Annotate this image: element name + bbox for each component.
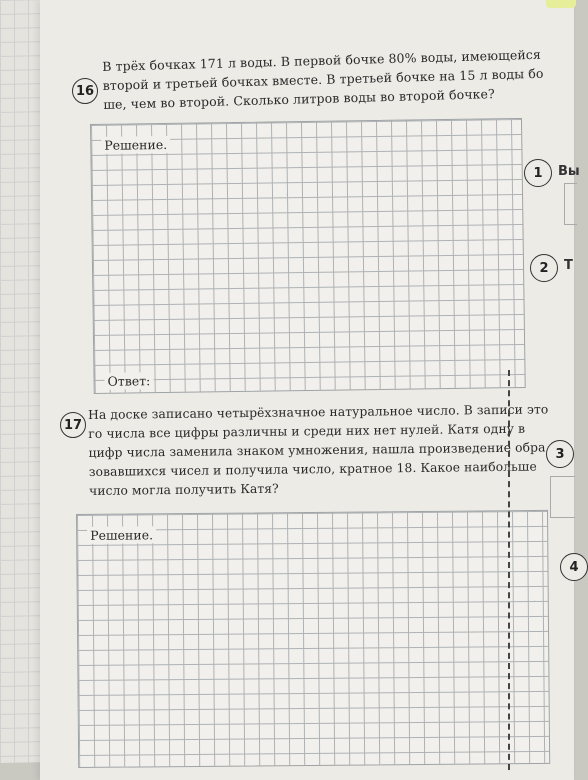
solution-label: Решение. [101, 136, 170, 154]
solution-label: Решение. [87, 526, 156, 544]
task-number-badge: 17 [60, 412, 86, 438]
side-item-2-text: Т [564, 258, 573, 273]
side-answer-box [564, 183, 577, 225]
task-17-text: На доске записано четырёхзначное натуральное число. В записи это го числа все цифры различны и среди них нет нулей. Катя одну в цифр числа заменила знаком умножения, нашла произведение обра зовавшихся чисел и получила число, кратное 18. Какое наибольше число могла получить Катя? [88, 402, 549, 498]
answer-label: Ответ: [104, 372, 153, 390]
side-item-4-number: 4 [560, 553, 588, 581]
highlighter-tip [546, 0, 576, 8]
task-16-text: В трёх бочках 171 л воды. В первой бочке 80% воды, имеющейся второй и третьей бочках вместе. В третьей бочке на 15 л воды бо ше, чем во второй. Сколько литров воды во второй бочке? [102, 46, 544, 112]
side-item-2-number: 2 [530, 254, 558, 282]
cut-line [508, 370, 510, 770]
side-item-3-number: 3 [546, 440, 574, 468]
side-item-1-number: 1 [524, 159, 552, 187]
task-17-solution-grid[interactable] [76, 510, 550, 768]
task-number-badge: 16 [72, 78, 98, 104]
side-answer-box [550, 476, 575, 518]
task-16-solution-grid[interactable] [90, 118, 526, 394]
side-item-1-text: Вы [558, 164, 580, 179]
workbook-page [40, 0, 580, 780]
